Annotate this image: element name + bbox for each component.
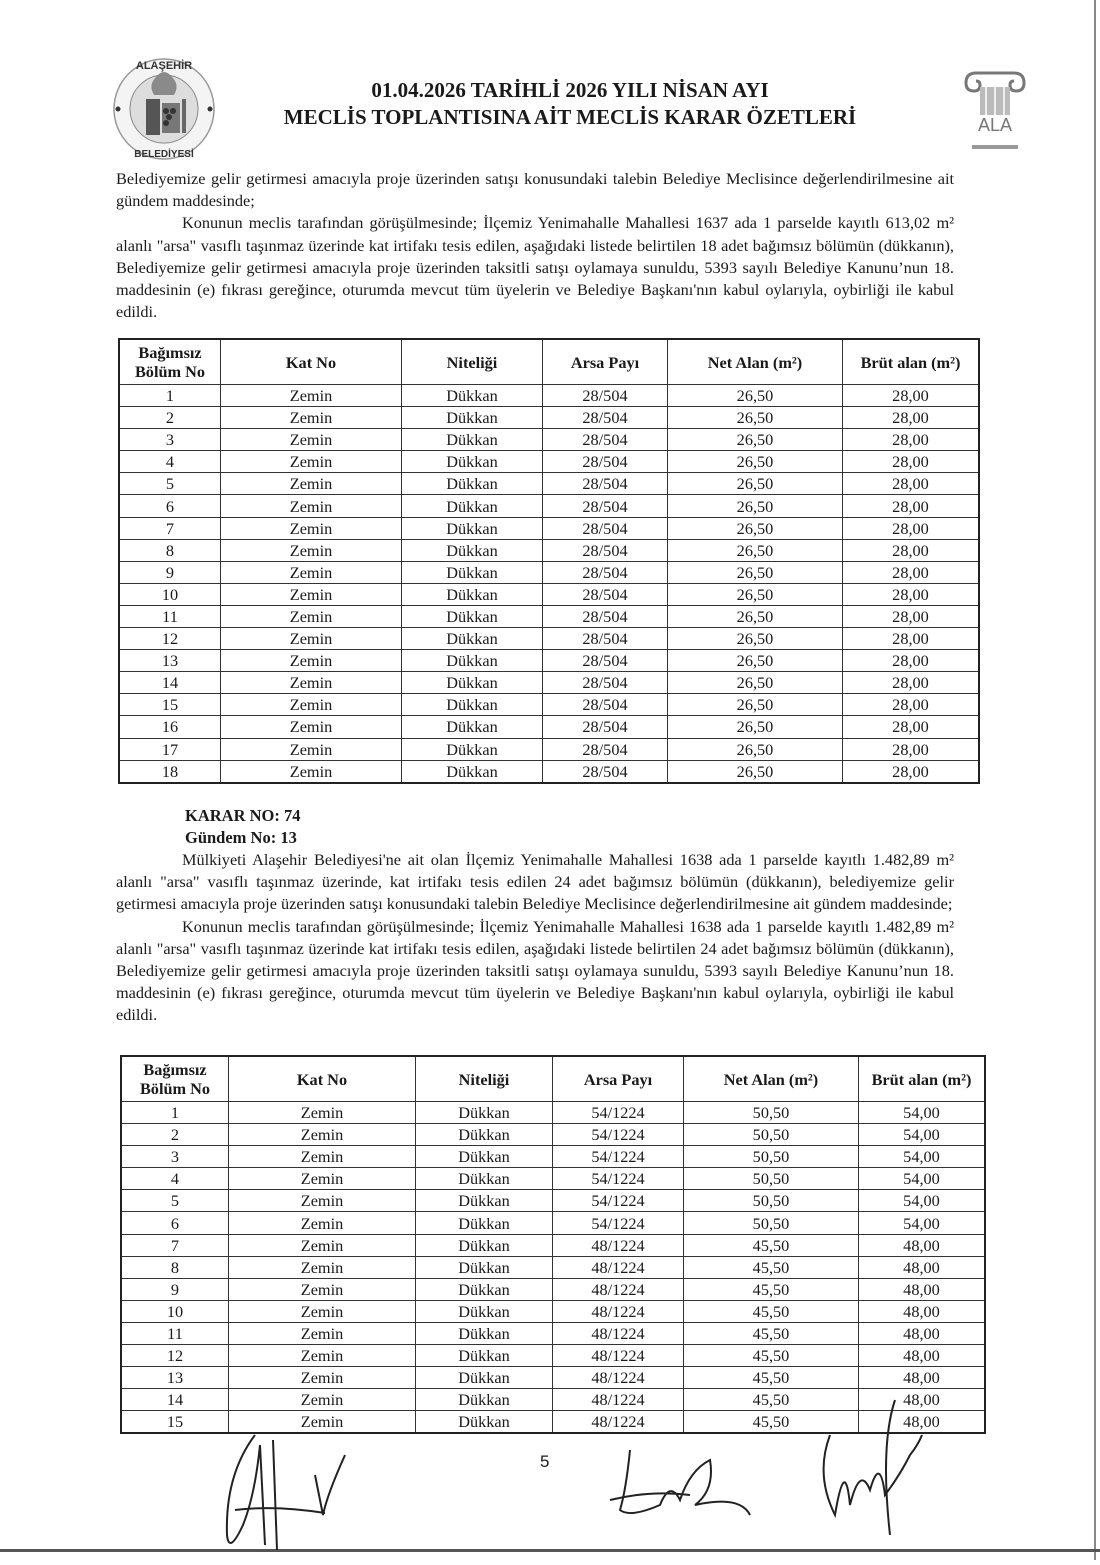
cell-land-share: 28/504 — [543, 517, 668, 539]
cell-floor: Zemin — [229, 1212, 416, 1234]
cell-unit-no: 12 — [121, 1345, 229, 1367]
cell-gross-area: 48,00 — [859, 1411, 986, 1434]
cell-unit-no: 15 — [121, 1411, 229, 1434]
cell-gross-area: 28,00 — [843, 605, 980, 627]
cell-floor: Zemin — [221, 429, 402, 451]
cell-land-share: 28/504 — [543, 605, 668, 627]
cell-net-area: 45,50 — [684, 1256, 859, 1278]
cell-gross-area: 28,00 — [843, 473, 980, 495]
cell-floor: Zemin — [221, 628, 402, 650]
svg-text:BELEDİYESİ: BELEDİYESİ — [134, 149, 194, 160]
cell-type: Dükkan — [416, 1345, 553, 1367]
cell-land-share: 28/504 — [543, 539, 668, 561]
cell-type: Dükkan — [416, 1102, 553, 1124]
cell-unit-no: 2 — [121, 1124, 229, 1146]
units-table-2 — [120, 1055, 986, 1434]
page-edge — [1094, 0, 1096, 1560]
table-row — [119, 429, 979, 451]
karar-no: KARAR NO: 74 — [185, 806, 301, 825]
cell-net-area: 26,50 — [668, 694, 843, 716]
cell-land-share: 48/1224 — [553, 1278, 684, 1300]
cell-net-area: 26,50 — [668, 672, 843, 694]
cell-floor: Zemin — [221, 473, 402, 495]
table-row — [119, 605, 979, 627]
cell-net-area: 26,50 — [668, 605, 843, 627]
cell-unit-no: 15 — [119, 694, 221, 716]
table-row — [121, 1367, 985, 1389]
cell-net-area: 26,50 — [668, 650, 843, 672]
signature-3-icon — [810, 1395, 940, 1545]
cell-net-area: 26,50 — [668, 561, 843, 583]
ala-column-logo-icon — [960, 69, 1030, 159]
page-edge-bottom — [0, 1549, 1100, 1552]
table-row — [121, 1146, 985, 1168]
cell-land-share: 54/1224 — [553, 1102, 684, 1124]
cell-type: Dükkan — [402, 539, 543, 561]
cell-gross-area: 28,00 — [843, 495, 980, 517]
cell-unit-no: 10 — [119, 583, 221, 605]
cell-type: Dükkan — [402, 517, 543, 539]
decision-header — [185, 805, 301, 849]
cell-gross-area: 28,00 — [843, 738, 980, 760]
gundem-no: Gündem No: 13 — [185, 828, 297, 847]
cell-floor: Zemin — [221, 539, 402, 561]
table-row — [121, 1345, 985, 1367]
cell-net-area: 45,50 — [684, 1234, 859, 1256]
cell-floor: Zemin — [221, 495, 402, 517]
page-number: 5 — [540, 1452, 550, 1471]
cell-land-share: 54/1224 — [553, 1124, 684, 1146]
cell-net-area: 45,50 — [684, 1389, 859, 1411]
cell-floor: Zemin — [229, 1367, 416, 1389]
cell-unit-no: 1 — [121, 1102, 229, 1124]
section2-text — [116, 849, 954, 1027]
cell-gross-area: 28,00 — [843, 429, 980, 451]
table-row — [119, 716, 979, 738]
table-row — [121, 1256, 985, 1278]
table-row — [121, 1190, 985, 1212]
cell-gross-area: 48,00 — [859, 1345, 986, 1367]
cell-gross-area: 54,00 — [859, 1124, 986, 1146]
table-row — [119, 628, 979, 650]
table-row — [121, 1168, 985, 1190]
cell-unit-no: 5 — [119, 473, 221, 495]
cell-floor: Zemin — [229, 1411, 416, 1434]
cell-unit-no: 4 — [121, 1168, 229, 1190]
cell-land-share: 28/504 — [543, 716, 668, 738]
cell-type: Dükkan — [402, 738, 543, 760]
cell-gross-area: 28,00 — [843, 583, 980, 605]
cell-floor: Zemin — [221, 760, 402, 783]
cell-land-share: 28/504 — [543, 694, 668, 716]
cell-floor: Zemin — [221, 583, 402, 605]
table-row — [121, 1234, 985, 1256]
cell-type: Dükkan — [402, 495, 543, 517]
cell-gross-area: 48,00 — [859, 1300, 986, 1322]
signature-2-icon — [600, 1440, 760, 1530]
table-row — [119, 561, 979, 583]
cell-net-area: 26,50 — [668, 716, 843, 738]
cell-land-share: 54/1224 — [553, 1146, 684, 1168]
col-header-gross-area: Brüt alan (m²) — [859, 1056, 986, 1102]
cell-type: Dükkan — [416, 1168, 553, 1190]
table-row — [119, 385, 979, 407]
cell-net-area: 26,50 — [668, 407, 843, 429]
cell-unit-no: 4 — [119, 451, 221, 473]
cell-unit-no: 7 — [121, 1234, 229, 1256]
document-title — [250, 77, 890, 131]
cell-type: Dükkan — [416, 1124, 553, 1146]
cell-gross-area: 28,00 — [843, 407, 980, 429]
cell-floor: Zemin — [221, 605, 402, 627]
cell-gross-area: 28,00 — [843, 451, 980, 473]
table-row — [119, 539, 979, 561]
cell-net-area: 50,50 — [684, 1190, 859, 1212]
cell-type: Dükkan — [416, 1190, 553, 1212]
cell-floor: Zemin — [229, 1300, 416, 1322]
cell-land-share: 28/504 — [543, 407, 668, 429]
cell-net-area: 26,50 — [668, 583, 843, 605]
cell-gross-area: 48,00 — [859, 1322, 986, 1344]
cell-gross-area: 54,00 — [859, 1146, 986, 1168]
cell-gross-area: 28,00 — [843, 672, 980, 694]
cell-floor: Zemin — [221, 561, 402, 583]
cell-floor: Zemin — [229, 1102, 416, 1124]
col-header-land-share: Arsa Payı — [553, 1056, 684, 1102]
svg-text:ALA: ALA — [977, 115, 1013, 135]
cell-gross-area: 28,00 — [843, 628, 980, 650]
cell-type: Dükkan — [416, 1300, 553, 1322]
cell-floor: Zemin — [229, 1146, 416, 1168]
table-row — [121, 1124, 985, 1146]
cell-type: Dükkan — [402, 385, 543, 407]
cell-unit-no: 1 — [119, 385, 221, 407]
cell-land-share: 28/504 — [543, 451, 668, 473]
cell-type: Dükkan — [402, 451, 543, 473]
cell-net-area: 26,50 — [668, 451, 843, 473]
cell-net-area: 45,50 — [684, 1322, 859, 1344]
cell-land-share: 28/504 — [543, 672, 668, 694]
cell-land-share: 48/1224 — [553, 1389, 684, 1411]
cell-land-share: 54/1224 — [553, 1212, 684, 1234]
section1-decision: Konunun meclis tarafından görüşülmesinde; İlçemiz Yenimahalle Mahallesi 1637 ada 1 parselde kayıtlı 613,02 m² alanlı "arsa" vasıflı taşınmaz üzerinde kat irtifakı tesis edilen, aşağıdaki listede belirtilen 18 adet bağımsız bölümün (dükkanın), Belediyemize gelir getirmesi amacıyla proje üzerinden taksitli satışı oylamaya sunuldu, 5393 sayılı Belediye Kanunu’nun 18. maddesinin (e) fıkrası gereğince, oturumda mevcut tüm üyelerin ve Belediye Başkanı'nın kabul oylarıyla, oybirliği ile kabul edildi. — [116, 213, 954, 322]
cell-type: Dükkan — [402, 407, 543, 429]
cell-net-area: 26,50 — [668, 738, 843, 760]
cell-floor: Zemin — [221, 672, 402, 694]
cell-floor: Zemin — [221, 716, 402, 738]
cell-land-share: 48/1224 — [553, 1300, 684, 1322]
cell-unit-no: 9 — [119, 561, 221, 583]
cell-gross-area: 48,00 — [859, 1256, 986, 1278]
cell-net-area: 26,50 — [668, 385, 843, 407]
cell-gross-area: 28,00 — [843, 694, 980, 716]
cell-unit-no: 9 — [121, 1278, 229, 1300]
cell-gross-area: 28,00 — [843, 561, 980, 583]
cell-net-area: 26,50 — [668, 539, 843, 561]
col-header-gross-area: Brüt alan (m²) — [843, 339, 980, 385]
cell-land-share: 28/504 — [543, 561, 668, 583]
cell-net-area: 45,50 — [684, 1278, 859, 1300]
cell-net-area: 50,50 — [684, 1102, 859, 1124]
cell-floor: Zemin — [229, 1168, 416, 1190]
cell-unit-no: 2 — [119, 407, 221, 429]
cell-unit-no: 10 — [121, 1300, 229, 1322]
cell-type: Dükkan — [402, 650, 543, 672]
cell-unit-no: 18 — [119, 760, 221, 783]
table-row — [119, 694, 979, 716]
cell-unit-no: 5 — [121, 1190, 229, 1212]
cell-net-area: 50,50 — [684, 1124, 859, 1146]
cell-land-share: 48/1224 — [553, 1411, 684, 1434]
col-header-land-share: Arsa Payı — [543, 339, 668, 385]
cell-net-area: 26,50 — [668, 429, 843, 451]
col-header-unit-no: Bağımsız Bölüm No — [119, 339, 221, 385]
section1-intro: Belediyemize gelir getirmesi amacıyla proje üzerinden satışı konusundaki talebin Belediye Meclisince değerlendirilmesine ait gündem maddesinde; — [116, 169, 954, 211]
cell-floor: Zemin — [229, 1322, 416, 1344]
cell-floor: Zemin — [229, 1389, 416, 1411]
col-header-type: Niteliği — [402, 339, 543, 385]
table-row — [121, 1212, 985, 1234]
cell-gross-area: 28,00 — [843, 539, 980, 561]
signature-1-icon — [215, 1415, 355, 1565]
cell-net-area: 45,50 — [684, 1300, 859, 1322]
cell-gross-area: 28,00 — [843, 385, 980, 407]
cell-type: Dükkan — [416, 1256, 553, 1278]
cell-type: Dükkan — [402, 628, 543, 650]
cell-type: Dükkan — [416, 1146, 553, 1168]
cell-net-area: 50,50 — [684, 1168, 859, 1190]
cell-type: Dükkan — [416, 1212, 553, 1234]
col-header-net-area: Net Alan (m²) — [684, 1056, 859, 1102]
cell-land-share: 28/504 — [543, 495, 668, 517]
title-line-1: 01.04.2026 TARİHLİ 2026 YILI NİSAN AYI — [371, 78, 769, 102]
cell-unit-no: 8 — [121, 1256, 229, 1278]
section1-text — [116, 168, 954, 323]
cell-net-area: 26,50 — [668, 628, 843, 650]
cell-gross-area: 48,00 — [859, 1234, 986, 1256]
cell-type: Dükkan — [402, 429, 543, 451]
table-row — [119, 495, 979, 517]
cell-land-share: 54/1224 — [553, 1190, 684, 1212]
table-row — [119, 517, 979, 539]
cell-unit-no: 17 — [119, 738, 221, 760]
cell-type: Dükkan — [416, 1234, 553, 1256]
cell-net-area: 26,50 — [668, 760, 843, 783]
cell-gross-area: 28,00 — [843, 760, 980, 783]
cell-floor: Zemin — [229, 1124, 416, 1146]
cell-unit-no: 3 — [121, 1146, 229, 1168]
cell-land-share: 28/504 — [543, 628, 668, 650]
cell-land-share: 48/1224 — [553, 1322, 684, 1344]
cell-net-area: 50,50 — [684, 1212, 859, 1234]
table-row — [119, 451, 979, 473]
cell-floor: Zemin — [221, 517, 402, 539]
cell-type: Dükkan — [402, 716, 543, 738]
cell-type: Dükkan — [402, 760, 543, 783]
cell-floor: Zemin — [229, 1234, 416, 1256]
cell-gross-area: 54,00 — [859, 1102, 986, 1124]
cell-type: Dükkan — [402, 473, 543, 495]
cell-floor: Zemin — [221, 385, 402, 407]
cell-land-share: 54/1224 — [553, 1168, 684, 1190]
cell-type: Dükkan — [416, 1389, 553, 1411]
section2-subject: Mülkiyeti Alaşehir Belediyesi'ne ait olan İlçemiz Yenimahalle Mahallesi 1638 ada 1 parselde kayıtlı 1.482,89 m² alanlı "arsa" vasıflı taşınmaz üzerinde, kat irtifakı tesis edilen 24 adet bağımsız bölümün (dükkanın), belediyemize gelir getirmesi amacıyla proje üzerinden satışı konusundaki talebin Belediye Meclisince değerlendirilmesine ait gündem maddesinde; — [116, 850, 954, 914]
cell-type: Dükkan — [416, 1278, 553, 1300]
col-header-net-area: Net Alan (m²) — [668, 339, 843, 385]
col-header-unit-no: Bağımsız Bölüm No — [121, 1056, 229, 1102]
cell-floor: Zemin — [229, 1278, 416, 1300]
svg-text:ALAŞEHİR: ALAŞEHİR — [135, 60, 193, 72]
table-row — [119, 407, 979, 429]
cell-unit-no: 14 — [121, 1389, 229, 1411]
cell-floor: Zemin — [229, 1190, 416, 1212]
cell-unit-no: 11 — [121, 1322, 229, 1344]
cell-gross-area: 54,00 — [859, 1168, 986, 1190]
cell-floor: Zemin — [221, 407, 402, 429]
table-header-row — [119, 339, 979, 385]
cell-type: Dükkan — [402, 605, 543, 627]
cell-land-share: 48/1224 — [553, 1256, 684, 1278]
municipality-logo-icon — [110, 55, 218, 163]
cell-unit-no: 16 — [119, 716, 221, 738]
table-row — [119, 650, 979, 672]
table-row — [119, 473, 979, 495]
cell-floor: Zemin — [229, 1345, 416, 1367]
cell-unit-no: 13 — [119, 650, 221, 672]
cell-unit-no: 7 — [119, 517, 221, 539]
cell-gross-area: 28,00 — [843, 716, 980, 738]
cell-land-share: 28/504 — [543, 650, 668, 672]
cell-unit-no: 11 — [119, 605, 221, 627]
table-row — [121, 1300, 985, 1322]
cell-type: Dükkan — [402, 561, 543, 583]
cell-unit-no: 6 — [119, 495, 221, 517]
cell-land-share: 28/504 — [543, 583, 668, 605]
cell-gross-area: 28,00 — [843, 517, 980, 539]
cell-land-share: 28/504 — [543, 473, 668, 495]
cell-land-share: 48/1224 — [553, 1234, 684, 1256]
table-header-row — [121, 1056, 985, 1102]
cell-unit-no: 14 — [119, 672, 221, 694]
cell-gross-area: 48,00 — [859, 1367, 986, 1389]
cell-land-share: 28/504 — [543, 429, 668, 451]
cell-gross-area: 48,00 — [859, 1278, 986, 1300]
cell-unit-no: 6 — [121, 1212, 229, 1234]
table-row — [121, 1278, 985, 1300]
cell-floor: Zemin — [221, 694, 402, 716]
table-row — [121, 1322, 985, 1344]
cell-type: Dükkan — [416, 1411, 553, 1434]
cell-land-share: 48/1224 — [553, 1345, 684, 1367]
cell-floor: Zemin — [221, 451, 402, 473]
cell-net-area: 45,50 — [684, 1367, 859, 1389]
document-header — [110, 55, 1013, 165]
cell-unit-no: 13 — [121, 1367, 229, 1389]
cell-type: Dükkan — [402, 694, 543, 716]
cell-land-share: 28/504 — [543, 385, 668, 407]
cell-type: Dükkan — [416, 1322, 553, 1344]
table-row — [119, 672, 979, 694]
col-header-type: Niteliği — [416, 1056, 553, 1102]
cell-net-area: 26,50 — [668, 495, 843, 517]
cell-net-area: 26,50 — [668, 517, 843, 539]
cell-gross-area: 48,00 — [859, 1389, 986, 1411]
cell-floor: Zemin — [229, 1256, 416, 1278]
table-row — [119, 738, 979, 760]
cell-unit-no: 12 — [119, 628, 221, 650]
cell-gross-area: 28,00 — [843, 650, 980, 672]
cell-net-area: 45,50 — [684, 1345, 859, 1367]
cell-land-share: 28/504 — [543, 760, 668, 783]
cell-net-area: 45,50 — [684, 1411, 859, 1434]
cell-land-share: 28/504 — [543, 738, 668, 760]
cell-gross-area: 54,00 — [859, 1212, 986, 1234]
table-row — [119, 760, 979, 783]
cell-unit-no: 3 — [119, 429, 221, 451]
cell-land-share: 48/1224 — [553, 1367, 684, 1389]
cell-gross-area: 54,00 — [859, 1190, 986, 1212]
title-line-2: MECLİS TOPLANTISINA AİT MECLİS KARAR ÖZETLERİ — [283, 105, 857, 129]
cell-type: Dükkan — [402, 672, 543, 694]
cell-floor: Zemin — [221, 650, 402, 672]
col-header-floor: Kat No — [221, 339, 402, 385]
cell-net-area: 26,50 — [668, 473, 843, 495]
cell-unit-no: 8 — [119, 539, 221, 561]
table-row — [119, 583, 979, 605]
cell-floor: Zemin — [221, 738, 402, 760]
table-row — [121, 1102, 985, 1124]
cell-type: Dükkan — [416, 1367, 553, 1389]
cell-net-area: 50,50 — [684, 1146, 859, 1168]
section2-decision: Konunun meclis tarafından görüşülmesinde; İlçemiz Yenimahalle Mahallesi 1638 ada 1 parselde kayıtlı 1.482,89 m² alanlı "arsa" vasıflı taşınmaz üzerinde kat irtifakı tesis edilen, aşağıdaki listede belirtilen 24 adet bağımsız bölümün (dükkanın), Belediyemize gelir getirmesi amacıyla proje üzerinden taksitli satışı oylamaya sunuldu, 5393 sayılı Belediye Kanunu’nun 18. maddesinin (e) fıkrası gereğince, oturumda mevcut tüm üyelerin ve Belediye Başkanı'nın kabul oylarıyla, oybirliği ile kabul edildi. — [116, 916, 954, 1025]
cell-type: Dükkan — [402, 583, 543, 605]
col-header-floor: Kat No — [229, 1056, 416, 1102]
units-table-1 — [118, 338, 980, 784]
